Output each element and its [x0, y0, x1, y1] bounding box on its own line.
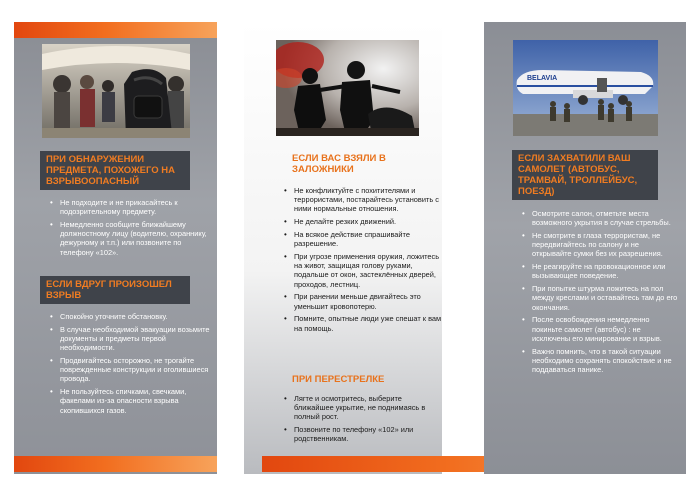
list-hijacked-plane [520, 209, 680, 378]
list-item: • Не подходите и не прикасайтесь к подозрительному предмету. [60, 198, 210, 216]
list-item: • Помните, опытные люди уже спешат к вам на помощь. [294, 314, 442, 332]
photo-airplane-hijack [513, 40, 658, 136]
plane-livery-text: BELAVIA [527, 75, 558, 82]
photo-special-forces [276, 40, 419, 136]
list-item: • Немедленно сообщите ближайшему должностному лицу (водителю, охраннику, дежурному и т.п.) или позвоните по телефону «102». [60, 220, 210, 257]
list-item: • На всякое действие спрашивайте разрешение. [294, 230, 442, 248]
list-explosion [48, 312, 210, 418]
list-item: • Не конфликтуйте с похитителями и террористами, постарайтесь установить с ними нормальные отношения. [294, 186, 442, 214]
list-item: • Осмотрите салон, отметьте места возможного укрытия в случае стрельбы. [532, 209, 680, 227]
heading-shootout: ПРИ ПЕРЕСТРЕЛКЕ [292, 374, 385, 385]
list-hostages [282, 186, 442, 336]
list-item: • Не делайте резких движений. [294, 217, 442, 226]
list-item: • Важно помнить, что в такой ситуации необходимо сохранять спокойствие и не поддаваться панике. [532, 347, 680, 375]
orange-bar-top-left [14, 22, 217, 38]
photo-backpack-metro [42, 44, 190, 138]
heading-hijacked-plane: ЕСЛИ ЗАХВАТИЛИ ВАШ САМОЛЕТ (АВТОБУС, ТРАМВАЙ, ТРОЛЛЕЙБУС, ПОЕЗД) [512, 150, 658, 200]
list-item: • Не пользуйтесь спичками, свечками, факелами из-за опасности взрыва скопившихся газов. [60, 387, 210, 415]
list-item: • При попытке штурма ложитесь на пол между креслами и оставайтесь там до его окончания. [532, 284, 680, 312]
list-item: • Лягте и осмотритесь, выберите ближайшее укрытие, не поднимаясь в полный рост. [294, 394, 442, 422]
list-item: • При ранении меньше двигайтесь это уменьшит кровопотерю. [294, 292, 442, 310]
list-item: • Спокойно уточните обстановку. [60, 312, 210, 321]
heading-hostages: ЕСЛИ ВАС ВЗЯЛИ В ЗАЛОЖНИКИ [292, 153, 386, 175]
list-item: • Не реагируйте на провокационное или вызывающее поведение. [532, 262, 680, 280]
list-item: • При угрозе применения оружия, ложитесь на живот, защищая голову руками, подальше от окон, застеклённых дверей, проходов, лестниц. [294, 252, 442, 289]
list-suspicious-object [48, 198, 210, 260]
list-item: • В случае необходимой эвакуации возьмите документы и предметы первой необходимости. [60, 325, 210, 353]
list-shootout [282, 394, 442, 447]
list-item: • После освобождения немедленно покиньте самолет (автобус) : не исключены его минирование и взрыв. [532, 315, 680, 343]
list-item: • Не смотрите в глаза террористам, не передвигайтесь по салону и не открывайте сумки без их разрешения. [532, 231, 680, 259]
list-item: • Позвоните по телефону «102» или родственникам. [294, 425, 442, 443]
heading-suspicious-object: ПРИ ОБНАРУЖЕНИИ ПРЕДМЕТА, ПОХОЖЕГО НА ВЗРЫВООПАСНЫЙ [40, 151, 190, 190]
heading-explosion: ЕСЛИ ВДРУГ ПРОИЗОШЕЛ ВЗРЫВ [40, 276, 190, 304]
list-item: • Продвигайтесь осторожно, не трогайте поврежденные конструкции и оголившиеся провода. [60, 356, 210, 384]
orange-bar-bottom-left [14, 456, 217, 472]
